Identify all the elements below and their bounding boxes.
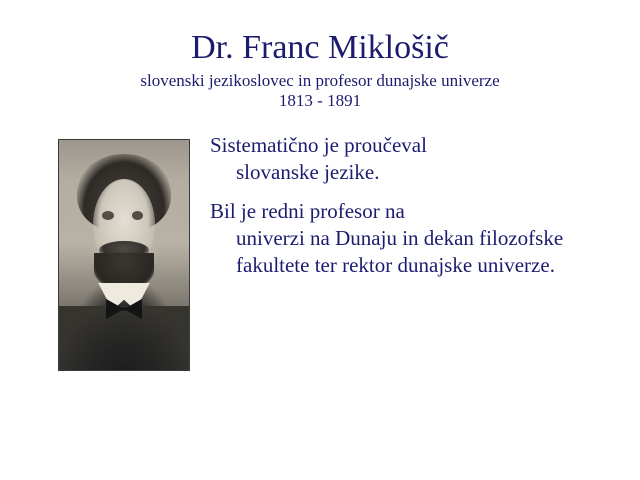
bullet-line-primary: Sistematično je proučeval [210, 133, 427, 157]
portrait-container [0, 132, 190, 371]
list-item [210, 132, 616, 186]
portrait-coat [59, 306, 189, 370]
life-years: 1813 - 1891 [278, 91, 362, 111]
subtitle: slovenski jezikoslovec in profesor dunajske univerze [140, 70, 500, 90]
bullet-line-secondary: slovanske jezike. [236, 159, 380, 184]
bullet-line-secondary: univerzi na Dunaju in dekan filozofske fakultete ter rektor dunajske univerze. [236, 225, 564, 277]
list-item [210, 198, 616, 279]
portrait-image [58, 139, 190, 371]
title-block [0, 0, 640, 111]
bullet-line-primary: Bil je redni profesor na [210, 198, 405, 223]
bullet-list [190, 132, 640, 290]
slide-content [0, 132, 640, 371]
page-title: Dr. Franc Miklošič [191, 29, 449, 66]
